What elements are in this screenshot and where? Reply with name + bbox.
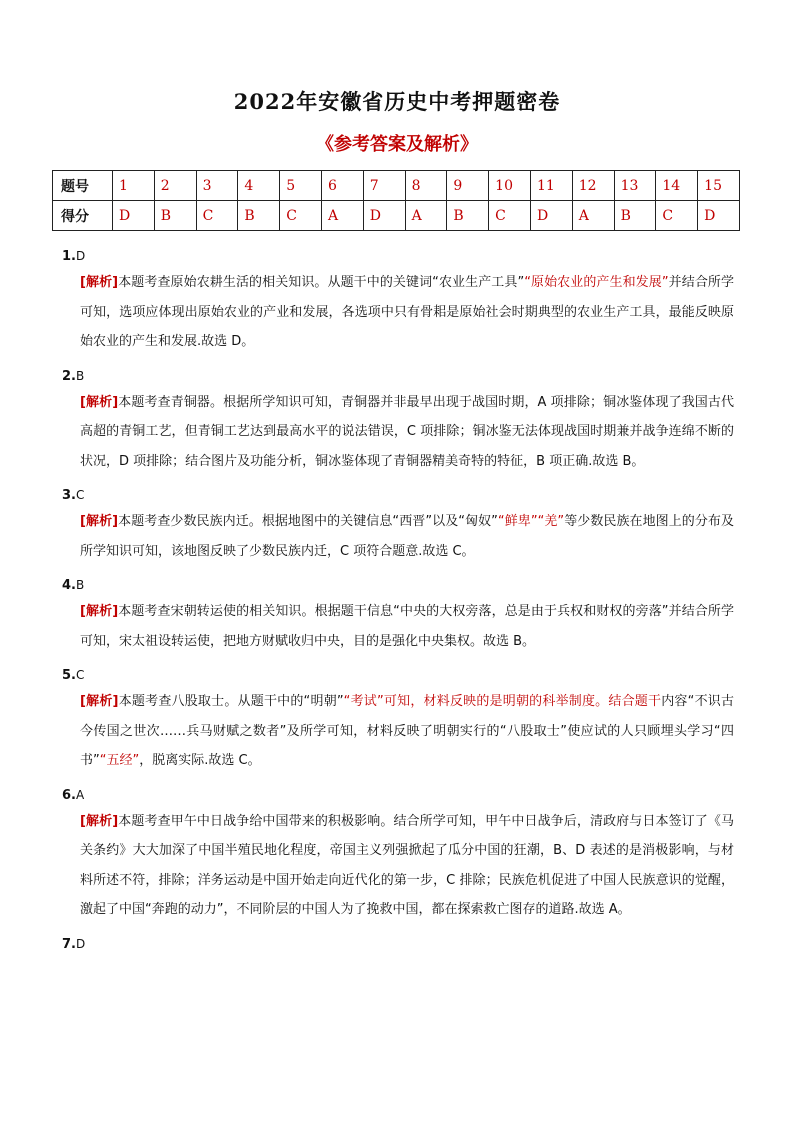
page-subtitle: 《参考答案及解析》: [316, 134, 478, 155]
answer-cell: D: [363, 201, 405, 231]
answer-cell: B: [238, 201, 280, 231]
question-number-cell: 9: [447, 171, 489, 201]
explanations: [62, 244, 734, 956]
question-number-cell: 5: [280, 171, 322, 201]
item-number: 1.D: [62, 249, 86, 264]
explanation-paragraph: [解析]本题考查青铜器。根据所学知识可知，青铜器并非最早出现于战国时期，A 项排除；铜冰鉴体现了我国古代高超的青铜工艺，但青铜工艺达到最高水平的说法错误，C 项排除；铜冰鉴无法体现战国时期兼并战争连绵不断的状况，D 项排除；结合图片及功能分析，铜冰鉴体现了青铜器精美奇特的特征，B 项正确.故选 B。: [80, 394, 735, 469]
answer-cell: B: [154, 201, 196, 231]
answer-cell: C: [489, 201, 531, 231]
answer-cell: A: [572, 201, 614, 231]
analysis-tag: [解析]: [80, 275, 119, 290]
analysis-tag: [解析]: [80, 514, 119, 529]
row-label-score: 得分: [53, 201, 113, 231]
item-number: 3.C: [62, 488, 85, 503]
question-number-cell: 4: [238, 171, 280, 201]
answer-cell: D: [113, 201, 155, 231]
item-number: 2.B: [62, 368, 85, 384]
question-number-cell: 14: [656, 171, 698, 201]
question-number-cell: 15: [698, 171, 740, 201]
explanation-paragraph: [解析]本题考查甲午中日战争给中国带来的积极影响。结合所学可知，甲午中日战争后，清政府与日本签订了《马关条约》大大加深了中国半殖民地化程度，帝国主义列强掀起了瓜分中国的狂潮，B、D 表述的是消极影响，与材料所述不符，排除；洋务运动是中国开始走向近代化的第一步，C 排除；民族危机促进了中国人民族意识的觉醒，激起了中国“奔跑的动力”，不同阶层的中国人为了挽救中国，都在探索救亡图存的道路.故选 A。: [80, 813, 734, 917]
item-number: 6.A: [62, 787, 85, 803]
analysis-tag: [解析]: [80, 813, 119, 829]
answer-cell: B: [447, 201, 489, 231]
item-number: 5.C: [62, 668, 85, 683]
answer-cell: A: [321, 201, 363, 231]
question-number-cell: 11: [530, 171, 572, 201]
explanation-paragraph: [解析]本题考查宋朝转运使的相关知识。根据题干信息“中央的大权旁落，总是由于兵权和财权的旁落”并结合所学可知，宋太祖设转运使，把地方财赋收归中央，目的是强化中央集权。故选 B。: [80, 604, 734, 649]
explanation-paragraph: [解析]本题考查少数民族内迁。根据地图中的关键信息“西晋”以及“匈奴”“鲜卑”“羌”等少数民族在地图上的分布及所学知识可知，该地图反映了少数民族内迁，C 项符合题意.故选 C。: [80, 514, 734, 559]
answer-cell: D: [530, 201, 572, 231]
row-label-number: 题号: [53, 171, 113, 201]
answer-cell: B: [614, 201, 656, 231]
question-number-cell: 1: [113, 171, 155, 201]
question-number-cell: 3: [196, 171, 238, 201]
explanation-paragraph: [解析]本题考查原始农耕生活的相关知识。从题干中的关键词“农业生产工具”“原始农业的产生和发展”并结合所学可知，选项应体现出原始农业的产业和发展，各选项中只有骨耜是原始社会时期典型的农业生产工具，最能反映原始农业的产生和发展.故选 D。: [80, 275, 734, 349]
answer-table: [52, 170, 740, 231]
question-number-cell: 12: [572, 171, 614, 201]
question-number-cell: 8: [405, 171, 447, 201]
page-title: 2022年安徽省历史中考押题密卷: [233, 89, 561, 114]
analysis-tag: [解析]: [80, 604, 119, 619]
answer-table-answer-row: [53, 201, 740, 231]
answer-cell: D: [698, 201, 740, 231]
question-number-cell: 7: [363, 171, 405, 201]
question-number-cell: 13: [614, 171, 656, 201]
answer-table-number-row: [53, 171, 740, 201]
answer-cell: C: [656, 201, 698, 231]
item-number: 7.D: [62, 936, 86, 952]
question-number-cell: 10: [489, 171, 531, 201]
answer-cell: C: [196, 201, 238, 231]
analysis-tag: [解析]: [80, 694, 119, 709]
answer-cell: A: [405, 201, 447, 231]
analysis-tag: [解析]: [80, 394, 119, 410]
question-number-cell: 6: [321, 171, 363, 201]
explanation-paragraph: [解析]本题考查八股取士。从题干中的“明朝”“考试”可知，材料反映的是明朝的科举制度。结合题干内容“不识古今传国之世次……兵马财赋之数者”及所学可知，材料反映了明朝实行的“八股取士”使应试的人只顾埋头学习“四书”“五经”，脱离实际.故选 C。: [80, 694, 734, 768]
question-number-cell: 2: [154, 171, 196, 201]
answer-cell: C: [280, 201, 322, 231]
item-number: 4.B: [62, 578, 85, 593]
